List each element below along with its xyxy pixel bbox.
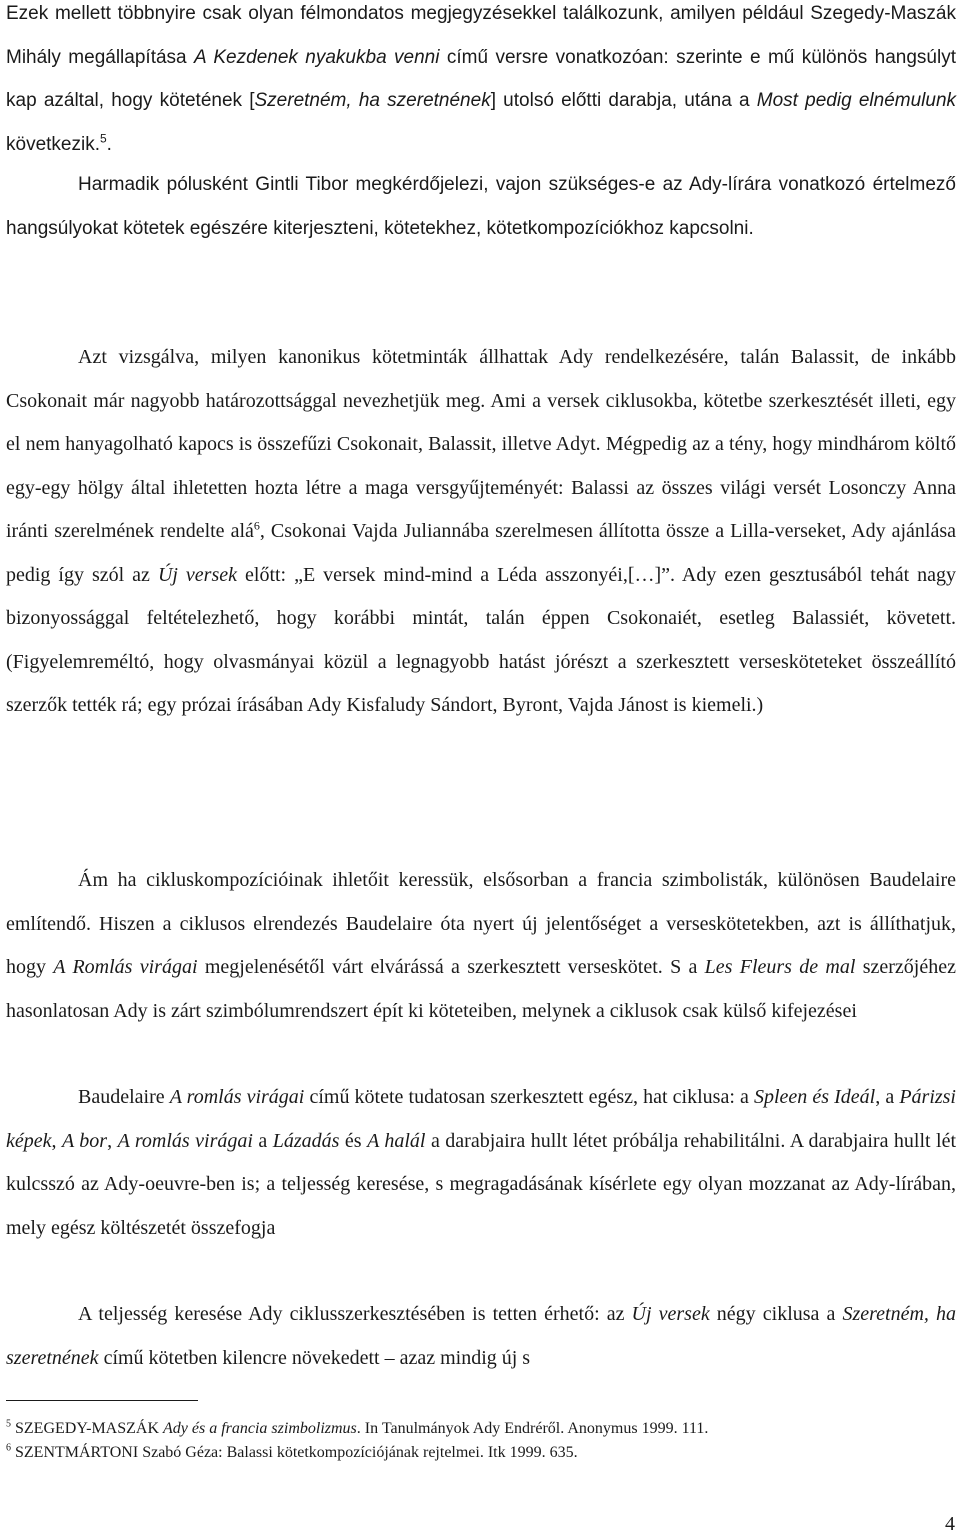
- text-run: SZEGEDY-MASZÁK: [11, 1420, 163, 1437]
- text-run: megjelenésétől várt elvárássá a szerkesztett verseskötet. S a: [197, 956, 705, 978]
- volume-title: Új versek: [631, 1303, 710, 1325]
- volume-title: A romlás virágai: [169, 1086, 305, 1108]
- paragraph-szegedy-maszak: [6, 0, 956, 166]
- text-run: . In Tanulmányok Ady Endréről. Anonymus 1999. 111.: [356, 1420, 709, 1437]
- poem-title: Most pedig elnémulunk: [756, 90, 957, 111]
- page-number: 4: [945, 1513, 955, 1535]
- text-run: előtt: „E versek mind-mind a Léda asszonyéi,[…]”. Ady ezen gesztusából tehát nagy bizonyossággal feltételezhető, hogy korábbi mintát, talán éppen Csokonaiét, esetleg Balassiét, követett. (Figyelemreméltó, hogy olvasmányai közül a legnagyobb hatást jórészt a szerkesztett versesköteteket összeállító szerzők tették rá; egy prózai írásában Ady Kisfaludy Sándort, Byront, Vajda Jánost is kiemeli.): [6, 563, 957, 716]
- text-run: című versre vonatkozóan: szerinte e mű különös hangsúlyt kap azáltal, hogy kötetének [: [6, 46, 956, 111]
- cycle-title: A halál: [367, 1129, 426, 1152]
- paragraph-baudelaire-influence: [6, 859, 956, 1033]
- footnote-number: 6: [6, 1442, 11, 1454]
- text-run: A teljesség keresése Ady ciklusszerkesztésében is tetten érhető: az: [78, 1303, 632, 1325]
- text-run: ] utolsó előtti darabja, utána a: [490, 90, 757, 111]
- footnote-ref: 6: [253, 518, 260, 533]
- text-run: a: [252, 1129, 273, 1152]
- footnote-separator: [6, 1400, 198, 1401]
- text-run: szerzőjéhez hasonlatosan Ady is zárt szimbólumrendszert épít ki köteteiben, melynek a ciklusok csak külső kifejezései: [6, 956, 956, 1022]
- text-run: következik.: [6, 133, 100, 155]
- cycle-title: A romlás virágai: [117, 1129, 253, 1152]
- volume-title: Új versek: [157, 563, 238, 586]
- text-run: SZENTMÁRTONI Szabó Géza: Balassi kötetkompozíciójának rejtelmei. Itk 1999. 635.: [11, 1444, 578, 1461]
- volume-title: Szeretném, ha szeretnének: [6, 1303, 956, 1369]
- text-run: , Csokonai Vajda Juliannába szerelmesen állította össze a Lilla-verseket, Ady ajánlása pedig így szól az: [6, 520, 956, 586]
- text-run: című kötete tudatosan szerkesztett egész, hat ciklusa: a: [304, 1086, 754, 1108]
- text-run: .: [106, 133, 112, 155]
- cycle-title: Párizsi képek: [6, 1086, 956, 1152]
- paragraph-kanonikus-kotetmintak: [6, 336, 956, 728]
- text-run: Baudelaire: [78, 1086, 170, 1108]
- cycle-title: Spleen és Ideál: [753, 1086, 876, 1108]
- text-run: , a: [875, 1086, 900, 1108]
- paragraph-romlas-viragai: [6, 1076, 956, 1250]
- text-run: Harmadik pólusként Gintli Tibor megkérdőjelezi, vajon szükséges-e az Ady-lírára vonatkozó értelmező hangsúlyokat kötetek egészére kiterjeszteni, kötetekhez, kötetkompozíciókhoz kapcsolni.: [6, 174, 956, 239]
- paragraph-teljesseg-keresese: [6, 1293, 956, 1380]
- text-run: Ezek mellett többnyire csak olyan félmondatos megjegyzésekkel találkozunk, amilyen például Szegedy-Maszák Mihály megállapítása: [6, 3, 956, 68]
- paragraph-gintli: [6, 163, 956, 250]
- cited-title: Ady és a francia szimbolizmus: [163, 1420, 357, 1437]
- text-run: ,: [51, 1129, 62, 1152]
- text-run: ,: [107, 1129, 118, 1152]
- volume-title: Szeretném, ha szeretnének: [254, 90, 491, 111]
- poem-title: A Kezdenek nyakukba venni: [194, 46, 440, 68]
- footnote-6: [6, 1443, 956, 1463]
- footnote-ref: 5: [99, 131, 107, 146]
- text-run: a darabjaira hullt létet próbálja rehabilitálni. A darabjaira hullt lét kulcsszó az Ady-oeuvre-ben is; a teljesség keresése, s megragadásának kísérlete egy olyan mozzanat az Ady-lírában, mely egész költészetét összefogja: [6, 1129, 957, 1239]
- footnote-5: [6, 1419, 956, 1439]
- text-run: négy ciklusa a: [709, 1303, 843, 1325]
- cycle-title: Lázadás: [272, 1129, 340, 1152]
- footnote-number: 5: [6, 1418, 11, 1430]
- text-run: és: [339, 1129, 368, 1152]
- text-run: Ám ha cikluskompozícióinak ihletőit keressük, elsősorban a francia szimbolisták, különösen Baudelaire említendő. Hiszen a ciklusos elrendezés Baudelaire óta nyert új jelentőséget a verseskötetekben, azt is állíthatjuk, hogy: [6, 869, 956, 978]
- text-run: Azt vizsgálva, milyen kanonikus kötetminták állhattak Ady rendelkezésére, talán Balassit, de inkább Csokonait már nagyobb határozottsággal nevezhetjük meg. Ami a versek ciklusokba, kötetbe szerkesztését illeti, egy el nem hanyagolható kapocs is összefűzi Csokonait, Balassit, illetve Adyt. Mégpedig az a tény, hogy mindhárom költő egy-egy hölgy által ihletetten hozta létre a maga versgyűjteményét: Balassi az összes világi versét Losonczy Anna iránti szerelmének rendelte alá: [6, 346, 956, 542]
- cycle-title: A bor: [61, 1129, 108, 1152]
- volume-title: A Romlás virágai: [53, 956, 198, 978]
- volume-title: Les Fleurs de mal: [704, 956, 856, 978]
- text-run: című kötetben kilencre növekedett – azaz mindig új s: [98, 1346, 531, 1369]
